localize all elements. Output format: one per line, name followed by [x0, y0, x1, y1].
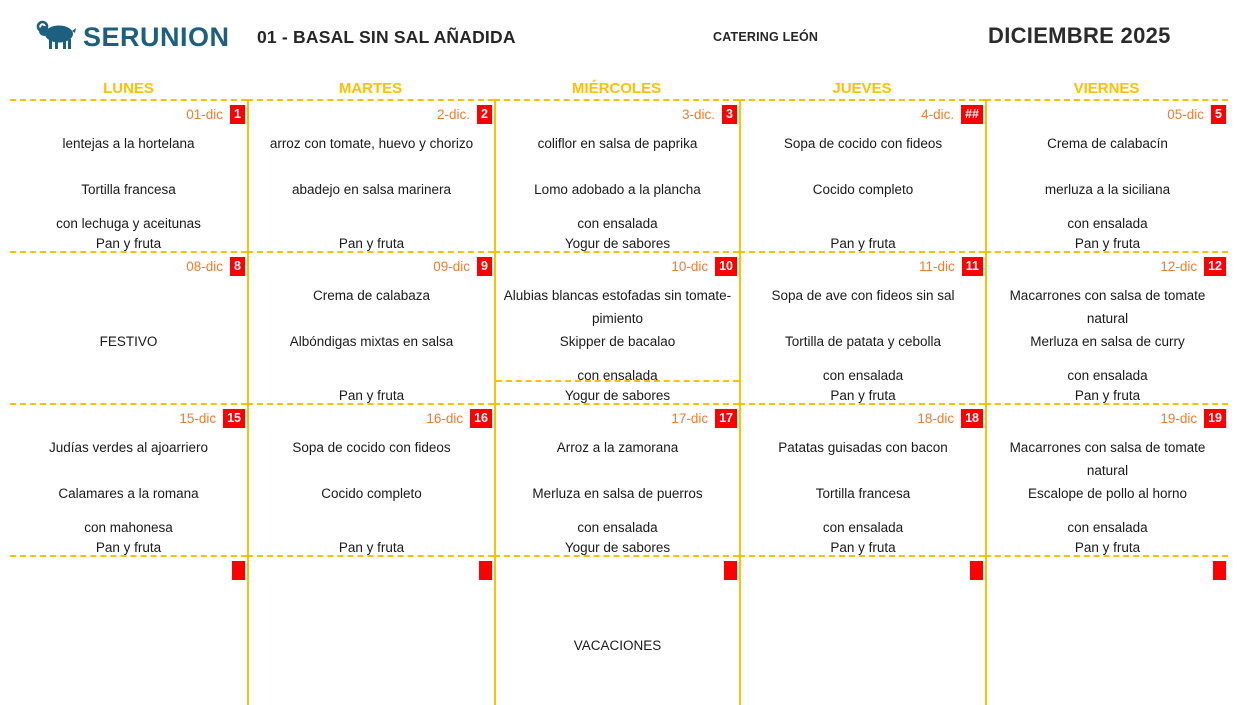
menu-first-course: Crema de calabacín	[1047, 136, 1168, 151]
special-label: FESTIVO	[99, 334, 158, 349]
day-cell	[10, 555, 247, 705]
day-cell	[10, 403, 247, 555]
day-number-badge: 5	[1211, 105, 1226, 124]
day-cell	[739, 555, 985, 705]
menu-side: con ensalada	[577, 368, 658, 383]
menu-side: con ensalada	[822, 520, 904, 535]
date-row	[10, 405, 247, 429]
menu-first-course: Patatas guisadas con bacon	[778, 440, 948, 455]
catering-site-label: CATERING LEÓN	[713, 30, 819, 44]
menu-first-course: Judías verdes al ajoarriero	[48, 440, 209, 455]
date-row	[249, 557, 494, 581]
menu-dessert: Yogur de sabores	[564, 388, 671, 403]
date-row	[496, 557, 739, 581]
menu-second-course: Cocido completo	[321, 486, 422, 501]
cell-inner-divider	[496, 380, 739, 382]
day-number-badge: 9	[477, 257, 492, 276]
menu-dessert: Pan y fruta	[830, 540, 896, 555]
date-row	[249, 253, 494, 277]
day-cell	[247, 403, 494, 555]
menu-side: con ensalada	[1067, 216, 1148, 231]
menu-first-course: lentejas a la hortelana	[62, 136, 195, 151]
menu-first-course: Sopa de cocido con fideos	[292, 440, 451, 455]
day-cell	[247, 555, 494, 705]
day-cell	[247, 251, 494, 403]
day-number-badge: 12	[1204, 257, 1226, 276]
date-row	[741, 101, 985, 125]
special-label: VACACIONES	[573, 638, 662, 653]
menu-second-course: abadejo en salsa marinera	[291, 182, 452, 197]
date-label: 11-dic	[919, 259, 955, 274]
menu-second-course: Merluza en salsa de puerros	[532, 486, 703, 501]
menu-second-course: Tortilla de patata y cebolla	[784, 334, 942, 349]
menu-first-course: arroz con tomate, huevo y chorizo	[269, 136, 474, 151]
date-row	[249, 101, 494, 125]
menu-side: con ensalada	[1067, 520, 1148, 535]
day-number-badge	[970, 561, 983, 580]
menu-first-course: Macarrones con salsa de tomate natural	[1009, 440, 1206, 478]
day-number-badge	[479, 561, 492, 580]
date-row	[741, 253, 985, 277]
menu-dessert: Pan y fruta	[338, 236, 405, 251]
day-number-badge: ##	[961, 105, 983, 124]
date-label: 2-dic.	[437, 107, 471, 122]
day-number-badge: 3	[722, 105, 737, 124]
day-cell	[985, 99, 1228, 251]
day-number-badge: 16	[470, 409, 492, 428]
menu-dessert: Pan y fruta	[830, 388, 896, 403]
date-row	[10, 253, 247, 277]
menu-first-course: Arroz a la zamorana	[556, 440, 679, 455]
day-number-badge	[724, 561, 737, 580]
date-label: 01-dic	[186, 107, 224, 122]
day-number-badge	[1213, 561, 1226, 580]
date-row	[741, 557, 985, 581]
menu-second-course: Calamares a la romana	[58, 486, 199, 501]
weekday-header-miercoles: MIÉRCOLES	[571, 80, 662, 97]
menu-first-course: Sopa de cocido con fideos	[783, 136, 943, 151]
menu-second-course: Lomo adobado a la plancha	[534, 182, 701, 197]
month-title: DICIEMBRE 2025	[988, 23, 1171, 48]
date-label: 10-dic	[671, 259, 709, 274]
menu-second-course: Cocido completo	[812, 182, 914, 197]
day-number-badge: 2	[477, 105, 492, 124]
day-cell	[10, 251, 247, 403]
weekday-header-martes: MARTES	[338, 80, 403, 97]
menu-second-course: Escalope de pollo al horno	[1027, 486, 1188, 501]
menu-second-course: Tortilla francesa	[815, 486, 911, 501]
date-label: 19-dic	[1160, 411, 1198, 426]
menu-dessert: Pan y fruta	[830, 236, 896, 251]
menu-first-course: Macarrones con salsa de tomate natural	[1009, 288, 1206, 326]
menu-dessert: Yogur de sabores	[564, 540, 671, 555]
day-cell	[494, 403, 739, 555]
date-row	[496, 253, 739, 277]
menu-title: 01 - BASAL SIN SAL AÑADIDA	[257, 27, 516, 47]
day-cell	[494, 251, 739, 403]
calendar-grid	[10, 80, 1228, 705]
menu-dessert: Pan y fruta	[1074, 388, 1141, 403]
day-cell	[10, 99, 247, 251]
menu-side: con lechuga y aceitunas	[56, 216, 201, 231]
menu-side: con ensalada	[822, 368, 904, 383]
day-number-badge: 15	[223, 409, 245, 428]
day-number-badge: 8	[230, 257, 245, 276]
menu-dessert: Pan y fruta	[95, 540, 162, 555]
menu-second-course: Skipper de bacalao	[559, 334, 676, 349]
weekday-header-viernes: VIERNES	[1073, 80, 1140, 97]
day-cell	[985, 251, 1228, 403]
day-number-badge: 11	[962, 257, 983, 276]
day-cell	[739, 403, 985, 555]
day-cell	[985, 403, 1228, 555]
date-row	[741, 405, 985, 429]
date-label: 05-dic	[1167, 107, 1205, 122]
menu-side: con ensalada	[577, 520, 658, 535]
day-cell	[494, 555, 739, 705]
menu-second-course: Tortilla francesa	[81, 182, 176, 197]
serunion-logo	[34, 19, 230, 56]
date-label: 18-dic	[917, 411, 955, 426]
day-cell	[247, 99, 494, 251]
menu-dessert: Pan y fruta	[1074, 236, 1141, 251]
day-cell	[494, 99, 739, 251]
date-row	[496, 101, 739, 125]
date-label: 08-dic	[186, 259, 224, 274]
date-row	[987, 101, 1228, 125]
date-row	[10, 101, 247, 125]
date-row	[987, 405, 1228, 429]
date-label: 3-dic.	[682, 107, 716, 122]
date-row	[987, 557, 1228, 581]
date-label: 16-dic	[426, 411, 464, 426]
menu-second-course: Merluza en salsa de curry	[1030, 334, 1185, 349]
menu-first-course: Crema de calabaza	[312, 288, 431, 303]
date-label: 15-dic	[179, 411, 217, 426]
day-number-badge: 19	[1204, 409, 1226, 428]
menu-dessert: Yogur de sabores	[564, 236, 671, 251]
day-cell	[985, 555, 1228, 705]
day-number-badge: 18	[961, 409, 983, 428]
menu-side: con ensalada	[1067, 368, 1148, 383]
date-label: 4-dic.	[921, 107, 955, 122]
logo-wordmark: SERUNION	[83, 22, 230, 52]
menu-dessert: Pan y fruta	[1074, 540, 1141, 555]
date-label: 17-dic	[671, 411, 709, 426]
date-label: 12-dic	[1160, 259, 1198, 274]
menu-second-course: Albóndigas mixtas en salsa	[289, 334, 454, 349]
menu-first-course: Alubias blancas estofadas sin tomate-pimiento	[503, 288, 732, 326]
date-label: 09-dic	[433, 259, 471, 274]
date-row	[10, 557, 247, 581]
weekday-header-lunes: LUNES	[103, 80, 154, 97]
date-row	[249, 405, 494, 429]
date-row	[987, 253, 1228, 277]
menu-dessert: Pan y fruta	[95, 236, 162, 251]
menu-side: con mahonesa	[84, 520, 173, 535]
day-number-badge	[232, 561, 245, 580]
menu-second-course: merluza a la siciliana	[1044, 182, 1171, 197]
weekday-header-jueves: JUEVES	[832, 80, 892, 97]
day-number-badge: 17	[715, 409, 737, 428]
day-number-badge: 10	[715, 257, 737, 276]
menu-dessert: Pan y fruta	[338, 540, 405, 555]
date-row	[496, 405, 739, 429]
menu-side: con ensalada	[577, 216, 658, 231]
day-number-badge: 1	[230, 105, 245, 124]
menu-first-course: Sopa de ave con fideos sin sal	[771, 288, 955, 303]
menu-dessert: Pan y fruta	[338, 388, 405, 403]
serunion-ram-logo-icon	[34, 19, 78, 56]
menu-first-course: coliflor en salsa de paprika	[537, 136, 698, 151]
day-cell	[739, 99, 985, 251]
weeks-grid	[10, 99, 1228, 705]
day-cell	[739, 251, 985, 403]
weekday-header-row	[10, 80, 1228, 99]
